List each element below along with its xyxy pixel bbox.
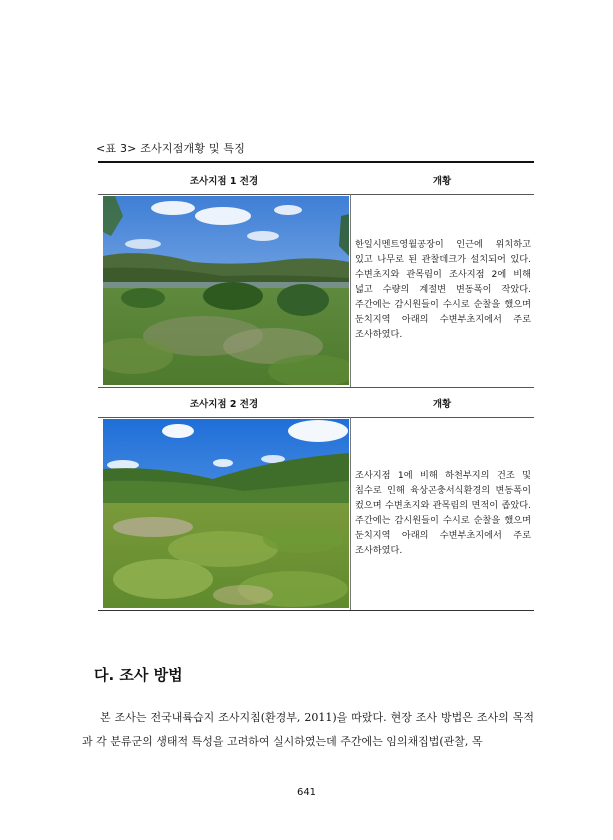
row2-header-rule bbox=[98, 417, 534, 418]
table-top-rule bbox=[98, 161, 534, 163]
table-caption: <표 3> 조사지점개황 및 특징 bbox=[96, 142, 246, 155]
site2-description: 조사지점 1에 비해 하천부지의 건조 및 침수로 인해 육상곤충서식환경의 변동폭이 컸으며 수변초지와 관목림의 면적이 좁았다. 주간에는 감시원들이 수시로 순찰을 했으며 둔치지역 아래의 수변부초지에서 주로 조사하였다. bbox=[355, 470, 531, 556]
body-paragraph: 본 조사는 전국내륙습지 조사지침(환경부, 2011)을 따랐다. 현장 조사 방법은 조사의 목적과 각 분류군의 생태적 특성을 고려하여 실시하였는데 주간에는 임의채집법(관찰, 목 bbox=[82, 711, 534, 748]
section-title: 다. 조사 방법 bbox=[94, 666, 183, 684]
row2-vline bbox=[350, 417, 351, 610]
row1-bottom-rule bbox=[98, 387, 534, 388]
row2-header-left: 조사지점 2 전경 bbox=[189, 399, 259, 410]
table-bottom-rule bbox=[98, 610, 534, 611]
row1-vline bbox=[350, 194, 351, 387]
row1-header-left: 조사지점 1 전경 bbox=[189, 176, 259, 187]
site1-photo bbox=[103, 196, 349, 385]
row1-header-right: 개황 bbox=[432, 176, 452, 187]
row2-header-right: 개황 bbox=[432, 399, 452, 410]
site2-photo bbox=[103, 419, 349, 608]
site1-description: 한일시멘트영월공장이 인근에 위치하고 있고 나무로 된 관찰데크가 설치되어 있다. 수변초지와 관목림이 조사지점 2에 비해 넓고 수량의 계절변 변동폭이 작았다. 주간에는 감시원들이 수시로 순찰을 했으며 둔치지역 아래의 수변부초지에서 주로 조사하였다. bbox=[355, 239, 531, 340]
page-number: 641 bbox=[296, 787, 317, 798]
row1-header-rule bbox=[98, 194, 534, 195]
